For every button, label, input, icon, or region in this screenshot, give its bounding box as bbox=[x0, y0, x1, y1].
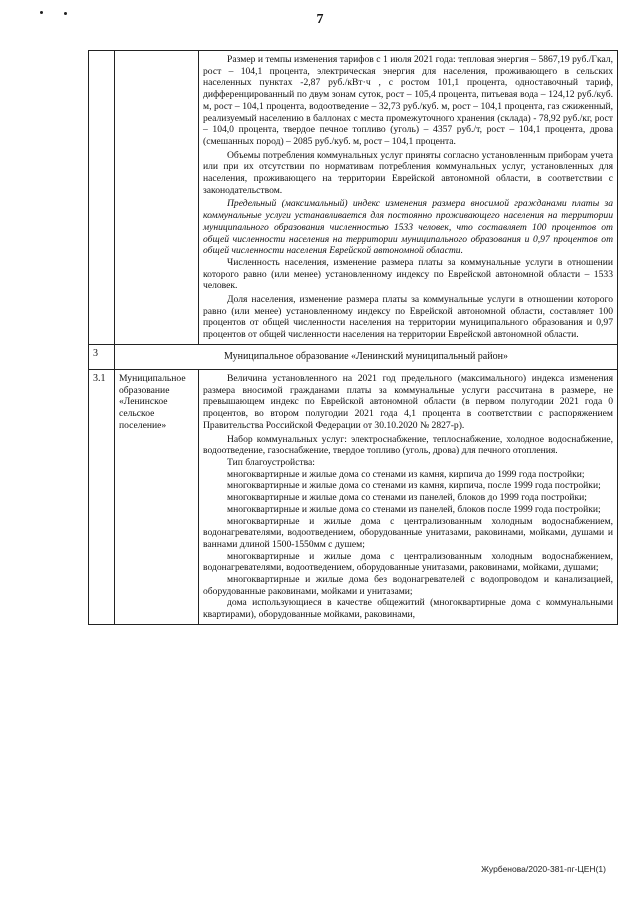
footer-doc-code: Журбенова/2020-381-пг-ЦЕН(1) bbox=[481, 864, 606, 874]
list-item: многоквартирные и жилые дома со стенами из панелей, блоков после 1999 года постройки; bbox=[227, 503, 601, 515]
paragraph-italic-text: Предельный (максимальный) индекс изменения размера вносимой гражданами платы за коммунальные услуги устанавливается для постоянно проживающего населения на территории муниципального образования численностью 1533 человек, что составляет 100 процентов от общей численности населения на территории муниципального образования и 0,97 процентов от общей численности населения Еврейской автономной области. bbox=[203, 198, 613, 257]
paragraph: Набор коммунальных услуг: электроснабжение, теплоснабжение, холодное водоснабжение, водоотведение, газоснабжение, твердое топливо (уголь, дрова) для печного отопления. bbox=[203, 433, 613, 457]
list-item: многоквартирные и жилые дома со стенами из панелей, блоков до 1999 года постройки; bbox=[227, 492, 587, 504]
table-row-subsection bbox=[89, 370, 618, 625]
paragraph: Размер и темпы изменения тарифов с 1 июля 2021 года: тепловая энергия – 5867,19 руб./Гкал, рост – 104,1 процента, электрическая энергия для населения, проживающего в сельских населенных пунктах -2,87 руб./кВт·ч , с ростом 101,1 процента, одноставочный тариф, дифференцированный по двум зонам суток, рост – 105,4 процента, питьевая вода – 124,12 руб./куб. м, рост – 104,1 процента, водоотведение – 32,73 руб./куб. м, рост – 104,1 процента, газ сжиженный, реализуемый населению в баллонах с места промежуточного хранения (склада) - 78,92 руб./кг, рост – 104,0 процента, твердое печное топливо (уголь) – 4357 руб./т, рост – 104,1 процента, дрова (смешанных пород) – 2085 руб./куб. м, рост – 104,1 процента. bbox=[203, 54, 613, 147]
list-item: многоквартирные и жилые дома без водонагревателей с водопроводом и канализацией, оборудованные раковинами, мойками и унитазами; bbox=[203, 574, 613, 597]
list-item: многоквартирные и жилые дома с централизованным холодным водоснабжением, водонагревателями, водоотведением, оборудованные унитазами, раковинами, мойками, душами; bbox=[203, 550, 613, 574]
list-item: многоквартирные и жилые дома с централизованным холодным водоснабжением, водонагревателями, водоотведением, оборудованные унитазами, раковинами, мойками, душами и ваннами длиной 1500-1550мм с душем; bbox=[203, 515, 613, 550]
subsection-name: Муниципальное образование «Ленинское сельское поселение» bbox=[115, 370, 199, 625]
cell-tariff-text bbox=[199, 51, 618, 345]
table-row-section bbox=[89, 344, 618, 369]
section-number: 3 bbox=[89, 344, 115, 369]
paragraph: Доля населения, изменение размера платы за коммунальные услуги в отношении которого равно (или менее) установленному индексу по Еврейской автономной области, составляет 100 процентов от общей численности населения на территории муниципального образования и 0,97 процентов от общей численности населения на территории Еврейской автономной области. bbox=[203, 294, 613, 341]
paragraph: Объемы потребления коммунальных услуг приняты согласно установленным приборам учета или при их отсутствии по нормативам потребления коммунальных услуг, установленных для населения, проживающего на территории Еврейской автономной области, в соответствии с законодательством. bbox=[203, 149, 613, 196]
paragraph bbox=[203, 198, 613, 257]
subsection-number: 3.1 bbox=[89, 370, 115, 625]
page-number: 7 bbox=[316, 12, 324, 27]
cell-subsection-text bbox=[199, 370, 618, 625]
table-row-continuation bbox=[89, 51, 618, 345]
paragraph: Численность населения, изменение размера платы за коммунальные услуги в отношении которого равно (или менее) установленному индексу по Еврейской автономной области – 1533 человек. bbox=[203, 256, 613, 292]
paragraph: Тип благоустройства: bbox=[227, 456, 315, 468]
document-table bbox=[88, 50, 618, 625]
list-item: многоквартирные и жилые дома со стенами из камня, кирпича до 1999 года постройки; bbox=[227, 468, 585, 480]
paragraph: Величина установленного на 2021 год предельного (максимального) индекса изменения размера вносимой гражданами платы за коммунальные услуги рассчитана в размере, не превышающем индекс по Еврейской автономной области (в первом полугодии 2021 года 0 процентов, во втором полугодии 2021 года 4,1 процента в соответствии с распоряжением Правительства Российской Федерации от 30.10.2020 № 2827-р). bbox=[203, 373, 613, 431]
list-item: дома использующиеся в качестве общежитий (многоквартирные дома с коммунальными квартирами), оборудованные мойками, раковинами, bbox=[203, 597, 613, 621]
cell-empty-number bbox=[89, 51, 115, 345]
section-title: Муниципальное образование «Ленинский муниципальный район» bbox=[115, 344, 618, 369]
list-item: многоквартирные и жилые дома со стенами из камня, кирпича, после 1999 года постройки; bbox=[227, 480, 601, 492]
cell-empty-name bbox=[115, 51, 199, 345]
